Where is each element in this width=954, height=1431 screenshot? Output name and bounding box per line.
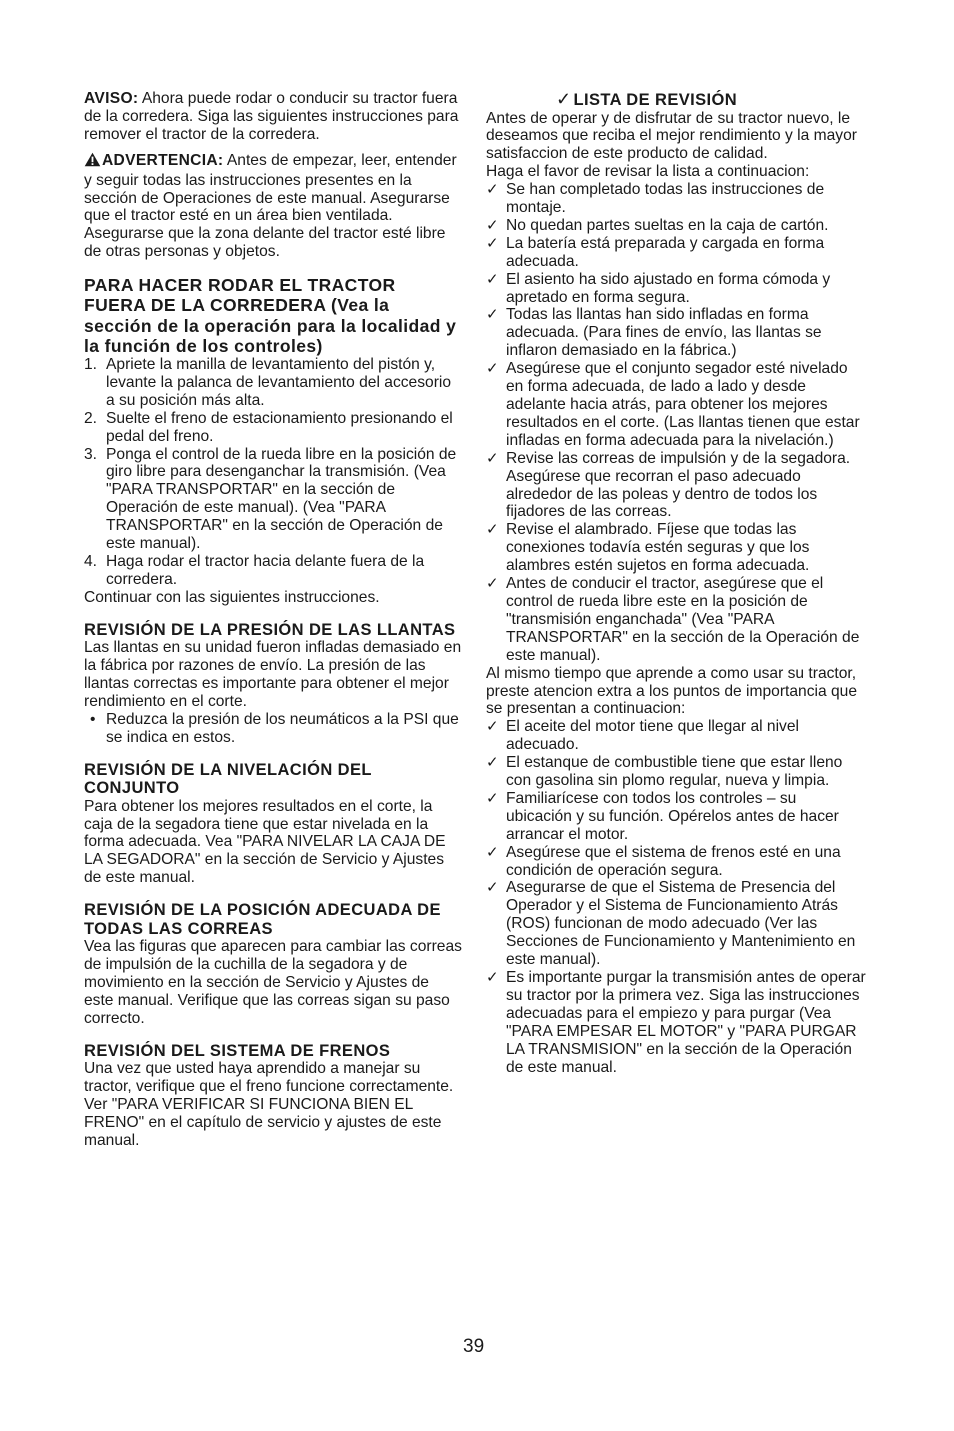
checkmark-icon: ✓: [486, 306, 499, 324]
advertencia-text: Antes de empezar, leer, entender y seguir todas las instrucciones presentes en la sección de Operaciones de este manual. Asegurarse que el tractor esté en un área bien ventilada. Asegurarse que la zona delante del tractor esté libre de otras personas y objetos.: [84, 151, 457, 261]
checklist-b: [486, 718, 866, 1076]
checkmark-icon: ✓: [486, 879, 499, 897]
list-item: ✓ El asiento ha sido ajustado en forma cómoda y apretado en forma segura.: [486, 270, 831, 306]
checkmark-icon: ✓: [486, 270, 499, 288]
list-item: ✓ Asegúrese que el conjunto segador esté nivelado en forma adecuada, de lado a lado y desde adelante hacia atrás, para obtener los mejores resultados en el corte. (Las llantas tienen que estar infladas en forma adecuada para la nivelación.): [486, 360, 860, 449]
rodar-heading-caps: PARA HACER RODAR EL TRACTOR FUERA DE LA CORREDERA: [84, 275, 396, 316]
checkmark-icon: ✓: [486, 969, 499, 986]
bullet-icon: •: [90, 710, 96, 728]
checkmark-icon: ✓: [486, 449, 499, 467]
rodar-heading: [84, 275, 462, 356]
left-column: [84, 90, 462, 1150]
list-item: ✓ Asegúrese que el sistema de frenos esté en una condición de operación segura.: [486, 843, 841, 879]
checkmark-icon: ✓: [486, 181, 499, 199]
list-item: ✓ La batería está preparada y cargada en forma adecuada.: [486, 234, 825, 270]
list-item: ✓ No quedan partes sueltas en la caja de cartón.: [486, 216, 829, 234]
frenos-heading: REVISIÓN DEL SISTEMA DE FRENOS: [84, 1041, 391, 1060]
list-item: • Reduzca la presión de los neumáticos a la PSI que se indica en estos.: [90, 710, 459, 746]
checkmark-icon: ✓: [486, 718, 499, 736]
checklist-a: [486, 181, 866, 664]
nivelacion-heading: REVISIÓN DE LA NIVELACIÓN DEL CONJUNTO: [84, 760, 372, 798]
mid-text: Al mismo tiempo que aprende a como usar su tractor, preste atencion extra a los puntos de importancia que se presentan a continuacion:: [486, 664, 858, 718]
aviso-text: Ahora puede rodar o conducir su tractor fuera de la corredera. Siga las siguientes instrucciones para remover el tractor de la corredera.: [84, 90, 459, 143]
list-item: 1. Apriete la manilla de levantamiento del pistón y, levante la palanca de levantamiento del accesorio a su posición más alta.: [84, 355, 452, 409]
llantas-heading: REVISIÓN DE LA PRESIÓN DE LAS LLANTAS: [84, 620, 456, 639]
nivelacion-text: Para obtener los mejores resultados en el corte, la caja de la segadora tiene que estar nivelada en la forma adecuada. Vea "PARA NIVELAR LA CAJA DE LA SEGADORA" en la sección de Servicio y Ajustes de este manual.: [84, 797, 446, 887]
checkmark-icon: ✓: [486, 843, 499, 861]
llantas-bullets: [84, 711, 462, 747]
page-number: 39: [463, 1336, 485, 1357]
lista-heading-text: LISTA DE REVISIÓN: [573, 91, 738, 109]
advertencia-paragraph: [84, 152, 462, 261]
checkmark-icon: ✓: [486, 216, 499, 234]
list-item: 4. Haga rodar el tractor hacia delante fuera de la corredera.: [84, 552, 425, 588]
list-item: ✓ Familiarícese con todos los controles – su ubicación y su función. Opérelos antes de hacer arrancar el motor.: [486, 789, 839, 843]
warning-triangle-icon: [84, 152, 101, 172]
checkmark-icon: ✓: [486, 789, 499, 807]
list-item: ✓ Es importante purgar la transmisión antes de operar su tractor por la primera vez. Siga las instrucciones adecuadas para el empiezo y para purgar (Vea "PARA EMPESAR EL MOTOR" y "PARA PURGAR LA TRANSMISION" en la sección de la Operación de este manual.: [486, 969, 866, 1076]
correas-heading: REVISIÓN DE LA POSICIÓN ADECUADA DE TODAS LAS CORREAS: [84, 901, 441, 938]
rodar-continue: Continuar con las siguientes instrucciones.: [84, 588, 380, 606]
lista-heading: [486, 90, 866, 110]
checkmark-icon: ✓: [486, 234, 499, 252]
rodar-steps-list: [84, 356, 462, 589]
checkmark-icon: ✓: [486, 521, 499, 539]
list-item: ✓ El estanque de combustible tiene que estar lleno con gasolina sin plomo regular, nueva y limpia.: [486, 754, 843, 790]
correas-text: Vea las figuras que aparecen para cambiar las correas de impulsión de la cuchilla de la segadora y de movimiento en la sección de Servicio y Ajustes de este manual. Verifique que las correas sigan su paso correcto.: [84, 938, 462, 1027]
list-item: 3. Ponga el control de la rueda libre en la posición de giro libre para desenganchar la transmisión. (Vea "PARA TRANSPORTAR" en la sección de Operación de este manual). (Vea "PARA TRANSPORTAR" en la sección de Operación de este manual).: [84, 445, 457, 553]
lista-intro2: Haga el favor de revisar la lista a continuacion:: [486, 163, 810, 181]
list-item: ✓ Antes de conducir el tractor, asegúrese que el control de rueda libre este en la posición de "transmisión enganchada" (Vea "PARA TRANSPORTAR" en la sección de la Operación de este manual).: [486, 575, 860, 664]
lista-intro: Antes de operar y de disfrutar de su tractor nuevo, le deseamos que reciba el mejor rendimiento y la mayor satisfaccion de este producto de calidad.: [486, 109, 857, 163]
checkmark-icon: ✓: [486, 575, 499, 593]
aviso-lead: AVISO:: [84, 90, 139, 107]
checkmark-icon: ✓: [556, 89, 572, 109]
aviso-paragraph: [84, 90, 462, 144]
list-item: ✓ Todas las llantas han sido infladas en forma adecuada. (Para fines de envío, las llantas se inflaron demasiado en la fábrica.): [486, 306, 822, 360]
list-item: ✓ Asegurarse de que el Sistema de Presencia del Operador y el Sistema de Funcionamiento Atrás (ROS) funcionan de modo adecuado (Ver las Secciones de Funcionamiento y Mantenimiento en este manual).: [486, 879, 856, 969]
frenos-text: Una vez que usted haya aprendido a manejar su tractor, verifique que el freno funcione correctamente. Ver "PARA VERIFICAR SI FUNCIONA BIEN EL FRENO" en el capítulo de servicio y ajustes de este manual.: [84, 1060, 454, 1149]
checkmark-icon: ✓: [486, 360, 499, 378]
list-item: 2. Suelte el freno de estacionamiento presionando el pedal del freno.: [84, 409, 453, 445]
list-item: ✓ Se han completado todas las instrucciones de montaje.: [486, 181, 825, 217]
advertencia-lead: ADVERTENCIA:: [102, 151, 224, 169]
llantas-text: Las llantas en su unidad fueron infladas demasiado en la fábrica por razones de envío. La presión de las llantas correctas es importante para obtener el mejor rendimiento en el corte.: [84, 639, 462, 710]
list-item: ✓ Revise las correas de impulsión y de la segadora. Asegúrese que recorran el paso adecuado alrededor de las poleas y dentro de todos los fijadores de las correas.: [486, 449, 851, 521]
list-item: ✓ Revise el alambrado. Fíjese que todas las conexiones todavía estén seguras y que los alambres estén sujetos en forma adecuada.: [486, 521, 810, 575]
rodar-heading-rest: (Vea la sección de la operación para la localidad y la función de los controles): [84, 295, 457, 356]
list-item: ✓ El aceite del motor tiene que llegar al nivel adecuado.: [486, 718, 799, 754]
checkmark-icon: ✓: [486, 754, 499, 772]
right-column: [486, 90, 866, 1076]
